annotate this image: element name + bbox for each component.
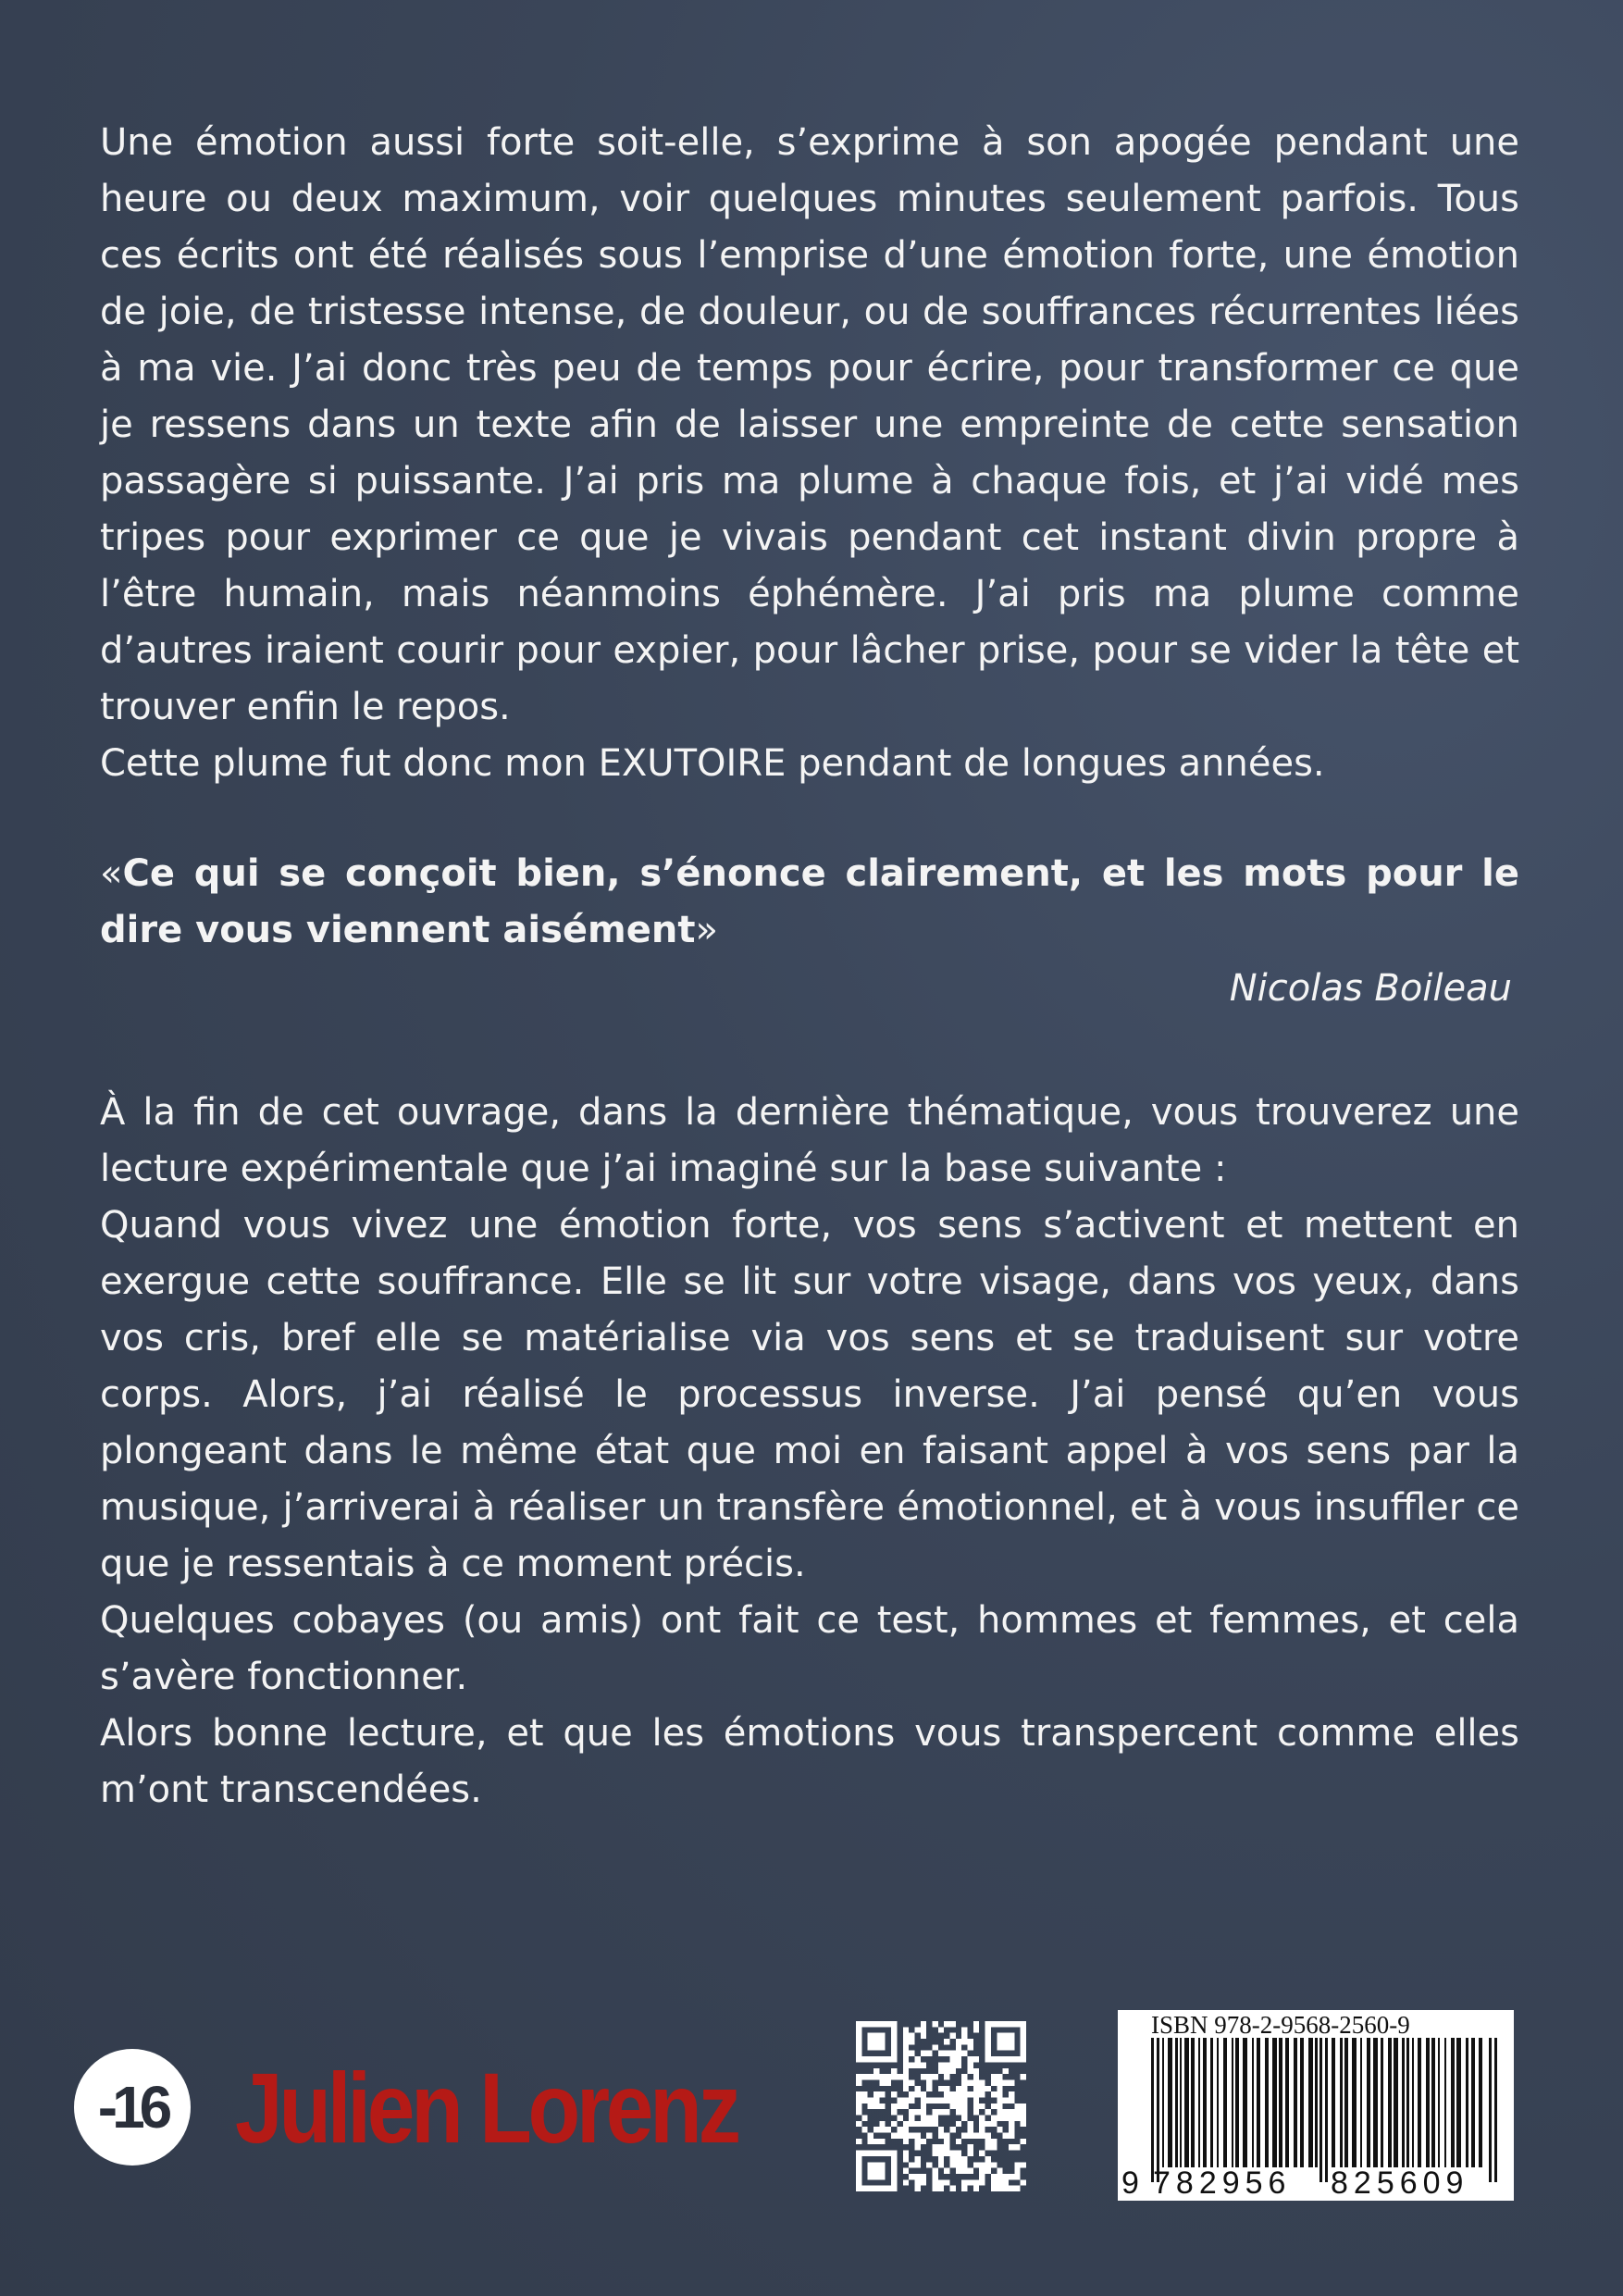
ean-left-digits: 782956	[1153, 2166, 1292, 2201]
paragraph-experimental: À la fin de cet ouvrage, dans la dernière thématique, vous trouverez une lecture expérimentale que j’ai imaginé sur la base suivante :	[100, 1091, 1519, 1190]
paragraph-process: Quand vous vivez une émotion forte, vos sens s’activent et mettent en exergue cette souffrance. Elle se lit sur votre visage, dans vos yeux, dans vos cris, bref elle se matérialise via vos sens et se traduisent sur votre corps. Alors, j’ai réalisé le processus inverse. J’ai pensé qu’en vous plongeant dans le même état que moi en faisant appel à vos sens par la musique, j’arriverai à réaliser un transfère émotionnel, et à vous insuffler ce que je ressentais à ce moment précis.	[100, 1204, 1519, 1585]
qr-code-icon	[856, 2021, 1026, 2191]
quote-text: Ce qui se conçoit bien, s’énonce clairement, et les mots pour le dire vous viennent aisément	[100, 852, 1519, 951]
quote-line	[100, 846, 1519, 959]
intro-text	[100, 115, 1519, 792]
paragraph-closing: Alors bonne lecture, et que les émotions vous transpercent comme elles m’ont transcendées.	[100, 1712, 1519, 1811]
author-logo: Julien Lorenz	[235, 2052, 737, 2164]
experimental-text	[100, 1085, 1519, 1818]
paragraph-test: Quelques cobayes (ou amis) ont fait ce test, hommes et femmes, et cela s’avère fonctionner.	[100, 1599, 1519, 1698]
ean-digits	[1118, 2166, 1514, 2201]
boileau-quote	[100, 846, 1519, 1017]
quote-open-mark: «	[100, 852, 123, 895]
isbn-label: ISBN 978-2-9568-2560-9	[1151, 2011, 1410, 2039]
paragraph-intro: Une émotion aussi forte soit-elle, s’exprime à son apogée pendant une heure ou deux maximum, voir quelques minutes seulement parfois. Tous ces écrits ont été réalisés sous l’emprise d’une émotion forte, une émotion de joie, de tristesse intense, de douleur, ou de souffrances récurrentes liées à ma vie. J’ai donc très peu de temps pour écrire, pour transformer ce que je ressens dans un texte afin de laisser une empreinte de cette sensation passagère si puissante. J’ai pris ma plume à chaque fois, et j’ai vidé mes tripes pour exprimer ce que je vivais pendant cet instant divin propre à l’être humain, mais néanmoins éphémère. J’ai pris ma plume comme d’autres iraient courir pour expier, pour lâcher prise, pour se vider la tête et trouver enfin le repos.	[100, 121, 1519, 728]
quote-author: Nicolas Boileau	[1229, 967, 1512, 1010]
isbn-barcode	[1118, 2010, 1514, 2201]
ean-right-digits: 825609	[1331, 2166, 1469, 2201]
age-rating-badge-icon	[74, 2049, 191, 2166]
paragraph-exutoire: Cette plume fut donc mon EXUTOIRE pendant de longues années.	[100, 742, 1325, 785]
ean-first-digit: 9	[1121, 2166, 1139, 2201]
age-rating-text: -16	[97, 2074, 167, 2141]
quote-close-mark: »	[695, 909, 718, 951]
